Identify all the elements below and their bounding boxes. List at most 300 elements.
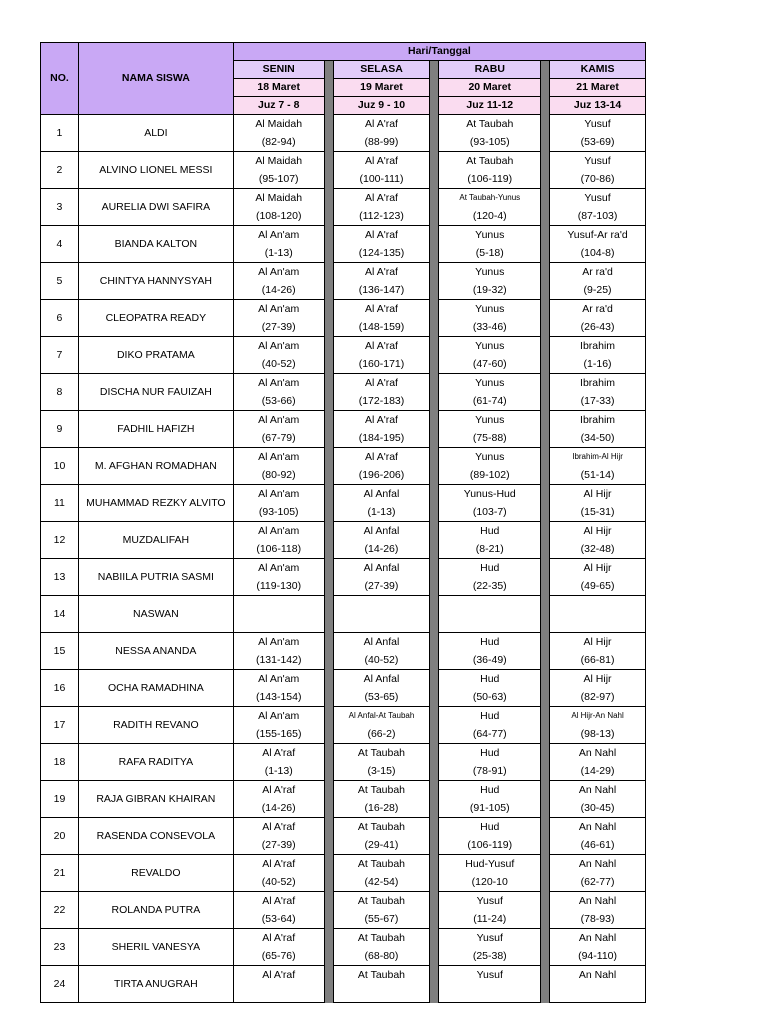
reading-cell (333, 374, 430, 411)
table-row (41, 781, 646, 818)
reading-cell (333, 596, 430, 633)
column-separator (541, 300, 550, 337)
row-number: 11 (41, 485, 79, 522)
student-name: RAFA RADITYA (78, 744, 233, 781)
surah-name: An Nahl (578, 821, 617, 833)
verse-range: (1-13) (264, 765, 293, 777)
student-name: RAJA GIBRAN KHAIRAN (78, 781, 233, 818)
verse-range: (64-77) (472, 728, 507, 740)
student-name: NASWAN (78, 596, 233, 633)
verse-range: (46-61) (580, 839, 615, 851)
column-separator (324, 670, 333, 707)
reading-cell (439, 892, 541, 929)
surah-name: Al Maidah (255, 192, 303, 204)
surah-name: Al Anfal (363, 562, 400, 574)
day-header: KAMIS (550, 61, 646, 79)
surah-name: Yusuf (584, 155, 611, 167)
verse-range: (50-63) (472, 691, 507, 703)
column-separator (430, 707, 439, 744)
surah-name: Al An'am (258, 303, 300, 315)
reading-cell (550, 744, 646, 781)
surah-name: Al Hijr (583, 562, 612, 574)
reading-cell (439, 596, 541, 633)
reading-cell (439, 115, 541, 152)
reading-cell (550, 522, 646, 559)
surah-name: Al A'raf (365, 451, 398, 463)
reading-cell (233, 448, 324, 485)
column-separator (430, 152, 439, 189)
surah-name (550, 596, 645, 614)
column-separator (430, 522, 439, 559)
verse-range: (40-52) (261, 876, 296, 888)
reading-cell (233, 929, 324, 966)
surah-name (439, 596, 540, 614)
reading-cell (333, 707, 430, 744)
surah-name: Ibrahim (580, 414, 616, 426)
table-row (41, 596, 646, 633)
reading-cell (439, 374, 541, 411)
reading-cell (233, 670, 324, 707)
surah-name: An Nahl (578, 858, 617, 870)
table-row (41, 892, 646, 929)
surah-name: At Taubah (357, 784, 406, 796)
row-number: 1 (41, 115, 79, 152)
reading-cell (333, 300, 430, 337)
date-header: 21 Maret (550, 79, 646, 97)
reading-cell (439, 189, 541, 226)
reading-cell (333, 929, 430, 966)
column-separator (324, 300, 333, 337)
reading-cell (439, 707, 541, 744)
verse-range: (143-154) (255, 691, 302, 703)
surah-name: Hud (480, 821, 500, 833)
verse-range: (120-4) (472, 210, 507, 222)
reading-cell (439, 448, 541, 485)
reading-cell (550, 226, 646, 263)
row-number: 6 (41, 300, 79, 337)
reading-cell (333, 633, 430, 670)
surah-name: Yunus (475, 340, 505, 352)
surah-name: Al An'am (258, 340, 300, 352)
verse-range (439, 984, 540, 1002)
column-separator (541, 337, 550, 374)
column-separator (430, 781, 439, 818)
surah-name: Yunus (475, 229, 505, 241)
surah-name: An Nahl (578, 932, 617, 944)
verse-range (334, 984, 430, 1002)
table-row (41, 707, 646, 744)
column-separator (430, 559, 439, 596)
verse-range: (66-2) (367, 728, 396, 740)
column-header-name: NAMA SISWA (78, 43, 233, 115)
reading-cell (550, 929, 646, 966)
column-separator (430, 300, 439, 337)
verse-range: (75-88) (472, 432, 507, 444)
reading-cell (550, 559, 646, 596)
surah-name: Al A'raf (262, 932, 296, 944)
verse-range: (196-206) (358, 469, 405, 481)
reading-cell (550, 374, 646, 411)
reading-cell (233, 892, 324, 929)
column-separator (541, 966, 550, 1003)
verse-range: (104-8) (580, 247, 615, 259)
column-separator (541, 596, 550, 633)
schedule-sheet (40, 42, 646, 990)
reading-cell (233, 226, 324, 263)
reading-cell (550, 596, 646, 633)
verse-range: (33-46) (472, 321, 507, 333)
verse-range: (34-50) (580, 432, 615, 444)
column-separator (430, 411, 439, 448)
column-separator (541, 411, 550, 448)
row-number: 8 (41, 374, 79, 411)
verse-range: (17-33) (580, 395, 615, 407)
table-row (41, 670, 646, 707)
student-name: TIRTA ANUGRAH (78, 966, 233, 1003)
column-separator (541, 744, 550, 781)
column-separator (430, 189, 439, 226)
surah-name: Yunus (475, 414, 505, 426)
column-separator (324, 337, 333, 374)
reading-cell (550, 485, 646, 522)
verse-range: (14-29) (580, 765, 615, 777)
surah-name: An Nahl (578, 895, 617, 907)
verse-range: (25-38) (472, 950, 507, 962)
student-name: REVALDO (78, 855, 233, 892)
column-separator (430, 596, 439, 633)
column-separator (324, 559, 333, 596)
table-row (41, 485, 646, 522)
reading-cell (439, 522, 541, 559)
student-name: SHERIL VANESYA (78, 929, 233, 966)
student-name: FADHIL HAFIZH (78, 411, 233, 448)
surah-name: Al A'raf (365, 229, 398, 241)
column-separator (541, 929, 550, 966)
verse-range: (108-120) (255, 210, 302, 222)
schedule-table (40, 42, 646, 1003)
juz-header: Juz 11-12 (439, 97, 541, 115)
column-separator (324, 485, 333, 522)
verse-range: (27-39) (261, 321, 296, 333)
day-header: SENIN (233, 61, 324, 79)
surah-name: Al A'raf (365, 414, 398, 426)
surah-name: Al A'raf (365, 266, 398, 278)
verse-range: (87-103) (577, 210, 618, 222)
table-row (41, 855, 646, 892)
verse-range: (78-91) (472, 765, 507, 777)
row-number: 17 (41, 707, 79, 744)
surah-name: Al A'raf (365, 192, 398, 204)
reading-cell (550, 448, 646, 485)
verse-range: (172-183) (358, 395, 405, 407)
column-separator (324, 263, 333, 300)
surah-name: At Taubah (357, 747, 406, 759)
column-separator (324, 152, 333, 189)
column-separator (324, 411, 333, 448)
surah-name: Al Hijr (583, 525, 612, 537)
verse-range: (70-86) (580, 173, 615, 185)
reading-cell (233, 522, 324, 559)
surah-name: Ibrahim (580, 340, 616, 352)
verse-range: (94-110) (578, 950, 618, 962)
column-separator (324, 61, 333, 115)
surah-name: An Nahl (578, 747, 617, 759)
verse-range: (106-118) (256, 543, 302, 555)
verse-range: (53-64) (261, 913, 296, 925)
verse-range: (32-48) (580, 543, 615, 555)
student-name: BIANDA KALTON (78, 226, 233, 263)
column-separator (430, 61, 439, 115)
date-header: 20 Maret (439, 79, 541, 97)
surah-name: Al An'am (258, 229, 300, 241)
column-separator (324, 781, 333, 818)
verse-range: (120-10 (471, 876, 508, 888)
verse-range: (47-60) (472, 358, 507, 370)
reading-cell (439, 485, 541, 522)
row-number: 21 (41, 855, 79, 892)
surah-name: Yunus (475, 377, 505, 389)
verse-range: (40-52) (261, 358, 296, 370)
surah-name: Hud (480, 747, 500, 759)
surah-name: Al A'raf (365, 118, 398, 130)
surah-name: Al Hijr (583, 636, 612, 648)
reading-cell (333, 263, 430, 300)
verse-range: (98-13) (580, 728, 615, 740)
verse-range: (14-26) (261, 284, 296, 296)
row-number: 13 (41, 559, 79, 596)
reading-cell (439, 855, 541, 892)
reading-cell (233, 300, 324, 337)
surah-name: Al An'am (258, 525, 300, 537)
verse-range: (61-74) (472, 395, 507, 407)
table-row (41, 411, 646, 448)
student-name: RASENDA CONSEVOLA (78, 818, 233, 855)
verse-range: (1-13) (367, 506, 396, 518)
surah-name (334, 596, 430, 614)
verse-range: (26-43) (580, 321, 615, 333)
reading-cell (333, 485, 430, 522)
verse-range: (40-52) (364, 654, 399, 666)
table-row (41, 448, 646, 485)
table-row (41, 263, 646, 300)
surah-name: Yunus-Hud (463, 488, 516, 500)
column-separator (324, 892, 333, 929)
juz-header: Juz 13-14 (550, 97, 646, 115)
student-name: ROLANDA PUTRA (78, 892, 233, 929)
reading-cell (550, 337, 646, 374)
column-separator (541, 374, 550, 411)
verse-range: (3-15) (367, 765, 396, 777)
column-separator (324, 966, 333, 1003)
surah-name: Al Anfal (363, 636, 400, 648)
date-header: 18 Maret (233, 79, 324, 97)
verse-range: (62-77) (580, 876, 615, 888)
row-number: 12 (41, 522, 79, 559)
verse-range: (27-39) (364, 580, 399, 592)
surah-name: Ar ra'd (582, 266, 613, 278)
table-row (41, 522, 646, 559)
verse-range: (65-76) (261, 950, 296, 962)
column-separator (541, 892, 550, 929)
row-number: 3 (41, 189, 79, 226)
reading-cell (439, 744, 541, 781)
day-header: SELASA (333, 61, 430, 79)
reading-cell (233, 374, 324, 411)
reading-cell (550, 781, 646, 818)
surah-name: Al An'am (258, 377, 300, 389)
surah-name: Ibrahim (580, 377, 616, 389)
reading-cell (333, 337, 430, 374)
surah-name: Al An'am (258, 414, 300, 426)
column-separator (324, 115, 333, 152)
surah-name: Al A'raf (365, 340, 398, 352)
column-separator (541, 152, 550, 189)
column-separator (430, 226, 439, 263)
verse-range: (53-66) (261, 395, 296, 407)
verse-range: (106-119) (467, 839, 513, 851)
reading-cell (550, 670, 646, 707)
row-number: 5 (41, 263, 79, 300)
reading-cell (439, 263, 541, 300)
reading-cell (439, 300, 541, 337)
column-separator (324, 189, 333, 226)
column-separator (541, 818, 550, 855)
student-name: MUHAMMAD REZKY ALVITO (78, 485, 233, 522)
row-number: 14 (41, 596, 79, 633)
verse-range (550, 614, 645, 632)
surah-name: Yusuf (584, 118, 611, 130)
reading-cell (333, 781, 430, 818)
table-row (41, 374, 646, 411)
verse-range: (124-135) (358, 247, 405, 259)
student-name: CLEOPATRA READY (78, 300, 233, 337)
verse-range: (91-105) (469, 802, 510, 814)
column-separator (324, 707, 333, 744)
reading-cell (550, 707, 646, 744)
column-separator (324, 374, 333, 411)
column-separator (541, 781, 550, 818)
reading-cell (233, 263, 324, 300)
surah-name: Al Maidah (255, 118, 303, 130)
surah-name: Al Anfal (363, 673, 400, 685)
surah-name (234, 596, 324, 614)
column-separator (541, 522, 550, 559)
reading-cell (439, 411, 541, 448)
table-row (41, 300, 646, 337)
reading-cell (439, 559, 541, 596)
surah-name: Hud (480, 784, 500, 796)
table-row (41, 152, 646, 189)
surah-name: An Nahl (578, 784, 617, 796)
surah-name: Yusuf-Ar ra'd (567, 229, 628, 241)
column-separator (541, 226, 550, 263)
surah-name: Ar ra'd (582, 303, 613, 315)
surah-name: Yusuf (476, 932, 503, 944)
column-separator (324, 929, 333, 966)
surah-name: An Nahl (578, 969, 617, 981)
surah-name: Al An'am (258, 488, 300, 500)
surah-name: Ibrahim-Al Hijr (572, 452, 623, 461)
surah-name: Al An'am (258, 710, 300, 722)
surah-name: Al A'raf (262, 969, 296, 981)
reading-cell (439, 670, 541, 707)
table-row (41, 189, 646, 226)
reading-cell (233, 337, 324, 374)
column-separator (541, 115, 550, 152)
reading-cell (233, 855, 324, 892)
surah-name: Yunus (475, 266, 505, 278)
reading-cell (333, 966, 430, 1003)
verse-range: (88-99) (364, 136, 399, 148)
juz-header: Juz 7 - 8 (233, 97, 324, 115)
reading-cell (439, 337, 541, 374)
reading-cell (233, 596, 324, 633)
column-header-date-group: Hari/Tanggal (233, 43, 645, 61)
reading-cell (233, 115, 324, 152)
student-name: DISCHA NUR FAUIZAH (78, 374, 233, 411)
reading-cell (333, 744, 430, 781)
verse-range (234, 614, 324, 632)
verse-range: (67-79) (261, 432, 296, 444)
reading-cell (333, 670, 430, 707)
reading-cell (333, 226, 430, 263)
surah-name: Al A'raf (262, 895, 296, 907)
surah-name: At Taubah (357, 932, 406, 944)
surah-name: Al A'raf (262, 784, 296, 796)
row-number: 23 (41, 929, 79, 966)
surah-name: At Taubah (357, 858, 406, 870)
reading-cell (439, 818, 541, 855)
surah-name: Al Hijr (583, 673, 612, 685)
reading-cell (333, 892, 430, 929)
surah-name: Al Anfal-At Taubah (348, 711, 415, 720)
row-number: 4 (41, 226, 79, 263)
surah-name: Al Anfal (363, 488, 400, 500)
verse-range: (27-39) (261, 839, 296, 851)
surah-name: Al Hijr (583, 488, 612, 500)
surah-name: Hud (480, 673, 500, 685)
surah-name: Hud (480, 562, 500, 574)
surah-name: Al Hijr-An Nahl (571, 711, 624, 720)
verse-range: (49-65) (580, 580, 615, 592)
verse-range: (78-93) (580, 913, 615, 925)
verse-range: (22-35) (472, 580, 507, 592)
verse-range: (82-94) (261, 136, 296, 148)
surah-name: Yunus (475, 303, 505, 315)
surah-name: At Taubah (357, 895, 406, 907)
reading-cell (439, 226, 541, 263)
row-number: 7 (41, 337, 79, 374)
student-name: CHINTYA HANNYSYAH (78, 263, 233, 300)
table-row (41, 337, 646, 374)
table-row (41, 226, 646, 263)
surah-name: Al An'am (258, 451, 300, 463)
student-name: M. AFGHAN ROMADHAN (78, 448, 233, 485)
student-name: ALVINO LIONEL MESSI (78, 152, 233, 189)
row-number: 20 (41, 818, 79, 855)
reading-cell (550, 966, 646, 1003)
column-separator (541, 448, 550, 485)
verse-range: (148-159) (358, 321, 405, 333)
row-number: 9 (41, 411, 79, 448)
reading-cell (439, 966, 541, 1003)
student-name: DIKO PRATAMA (78, 337, 233, 374)
column-separator (430, 670, 439, 707)
column-separator (324, 744, 333, 781)
verse-range: (19-32) (472, 284, 507, 296)
surah-name: At Taubah (466, 118, 514, 130)
column-separator (324, 596, 333, 633)
